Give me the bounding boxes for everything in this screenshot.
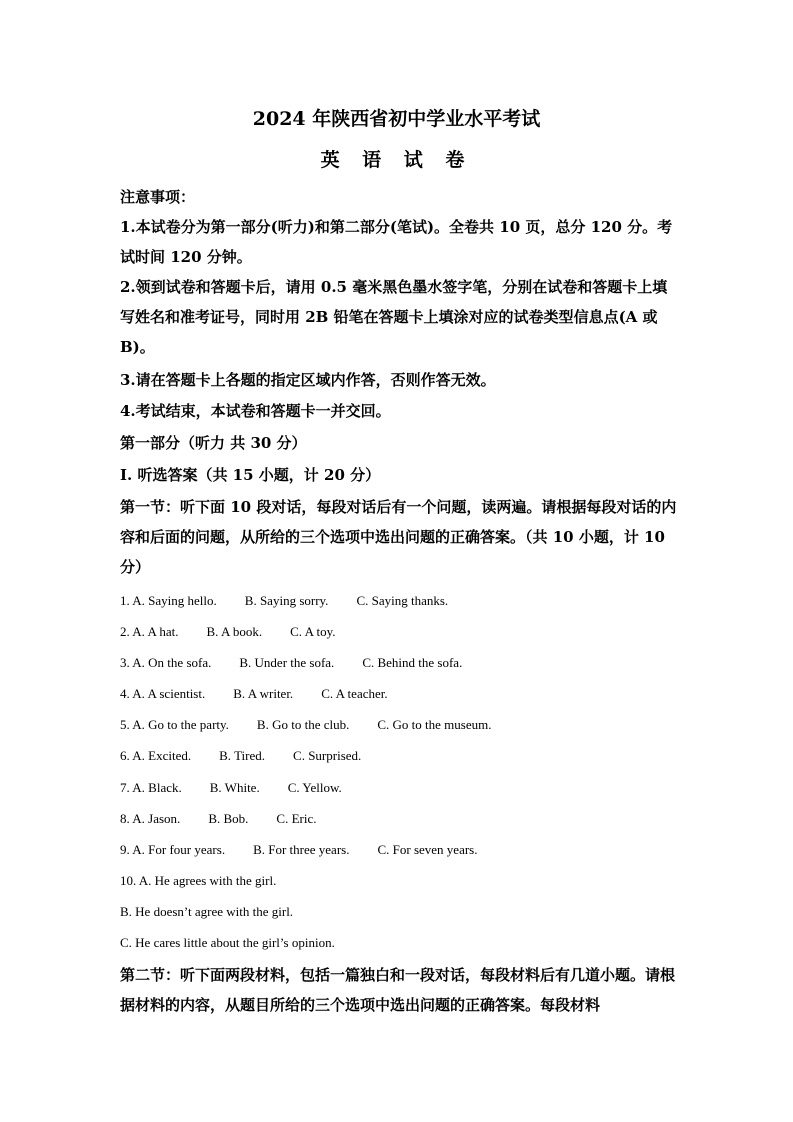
option-a: 5. A. Go to the party.	[120, 717, 229, 732]
option-b: B. A writer.	[233, 686, 294, 701]
option-c: C. Saying thanks.	[356, 593, 449, 608]
option-a: 6. A. Excited.	[120, 748, 192, 763]
option-a: 2. A. A hat.	[120, 624, 179, 639]
part1-heading: 第一部分（听力 共 30 分）	[120, 434, 307, 452]
option-c: C. Eric.	[276, 811, 317, 826]
notice-item-4: 4.考试结束，本试卷和答题卡一并交回。	[120, 402, 391, 420]
option-b: B. Tired.	[219, 748, 266, 763]
option-b: B. For three years.	[253, 842, 350, 857]
question-10-option-a: 10. A. He agrees with the girl.	[120, 873, 277, 888]
option-b: B. Saying sorry.	[244, 593, 329, 608]
option-c: C. Surprised.	[293, 748, 362, 763]
notice-item-2: 2.领到试卷和答题卡后，请用 0.5 毫米黑色墨水签字笔，分别在试卷和答题卡上填写姓名和准考证号，同时用 2B 铅笔在答题卡上填涂对应的试卷类型信息点(A 或 B)。	[120, 278, 668, 356]
section-1-heading: I. 听选答案（共 15 小题，计 20 分）	[120, 466, 381, 484]
option-b: B. Go to the club.	[256, 717, 350, 732]
option-b: B. White.	[209, 780, 260, 795]
question-row	[120, 684, 680, 704]
option-a: 8. A. Jason.	[120, 811, 181, 826]
option-b: B. Under the sofa.	[239, 655, 335, 670]
question-row	[120, 840, 680, 860]
option-a: 7. A. Black.	[120, 780, 182, 795]
option-b: B. A book.	[206, 624, 263, 639]
subsection-1-instructions: 第一节：听下面 10 段对话，每段对话后有一个问题，读两遍。请根据每段对话的内容和后面的问题，从所给的三个选项中选出问题的正确答案。（共 10 小题，计 10 分）	[120, 498, 677, 576]
subsection-2-instructions: 第二节：听下面两段材料，包括一篇独白和一段对话，每段材料后有几道小题。请根据材料的内容，从题目所给的三个选项中选出问题的正确答案。每段材料	[120, 966, 676, 1014]
question-row	[120, 622, 680, 642]
exam-subject: 英 语 试 卷	[320, 149, 473, 171]
option-a: 9. A. For four years.	[120, 842, 226, 857]
option-c: C. A toy.	[290, 624, 336, 639]
exam-title: 2024 年陕西省初中学业水平考试	[252, 108, 541, 130]
notice-heading: 注意事项：	[120, 188, 196, 206]
question-row	[120, 653, 680, 673]
option-a: 4. A. A scientist.	[120, 686, 206, 701]
question-row	[120, 746, 680, 766]
question-10-option-c: C. He cares little about the girl’s opinion.	[120, 935, 335, 950]
option-a: 3. A. On the sofa.	[120, 655, 212, 670]
option-c: C. Yellow.	[287, 780, 342, 795]
option-a: 1. A. Saying hello.	[120, 593, 217, 608]
notice-item-1: 1.本试卷分为第一部分(听力)和第二部分(笔试)。全卷共 10 页，总分 120 分。考试时间 120 分钟。	[120, 218, 673, 266]
question-row	[120, 778, 680, 798]
option-c: C. A teacher.	[321, 686, 388, 701]
question-row	[120, 591, 680, 611]
question-10-option-b: B. He doesn’t agree with the girl.	[120, 904, 294, 919]
option-c: C. For seven years.	[377, 842, 478, 857]
option-b: B. Bob.	[208, 811, 249, 826]
question-row	[120, 715, 680, 735]
option-c: C. Behind the sofa.	[362, 655, 463, 670]
notice-item-3: 3.请在答题卡上各题的指定区域内作答，否则作答无效。	[120, 371, 496, 389]
option-c: C. Go to the museum.	[377, 717, 492, 732]
question-row	[120, 809, 680, 829]
